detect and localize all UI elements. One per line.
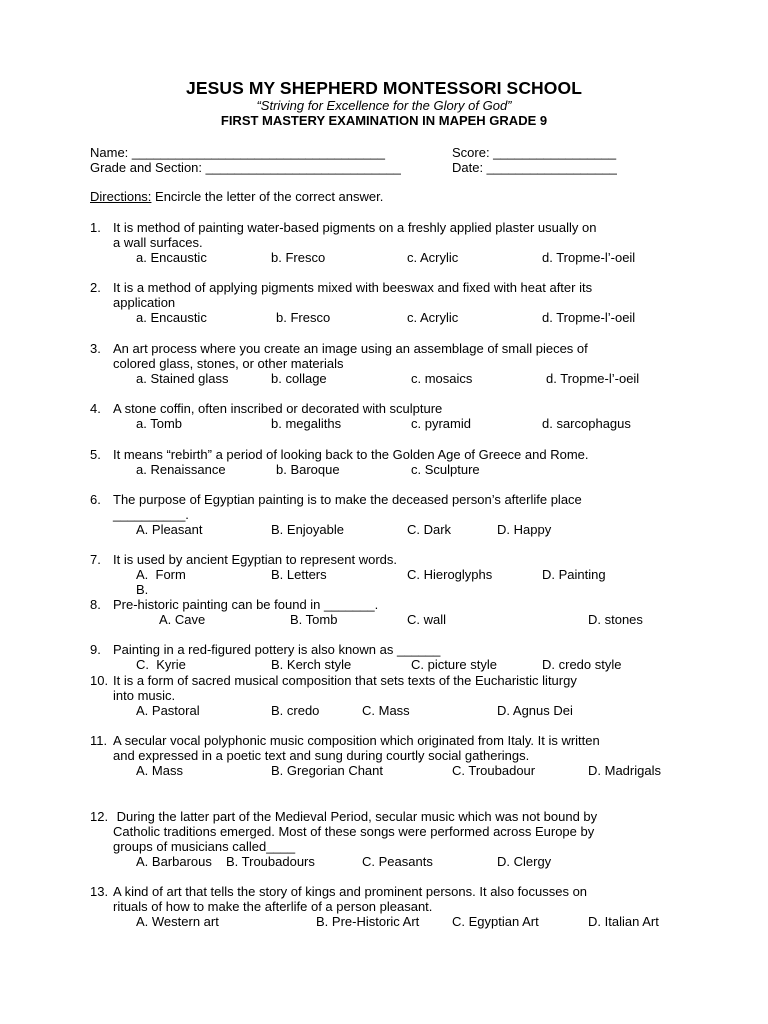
answer-choice[interactable]: C. Mass	[362, 703, 410, 718]
directions-label: Directions:	[90, 189, 152, 204]
question-text: It is a form of sacred musical composition that sets texts of the Eucharistic liturgy	[113, 673, 577, 688]
answer-choice[interactable]: c. Acrylic	[407, 310, 459, 325]
name-field: Name: ___________________________________	[90, 145, 385, 160]
answer-choice[interactable]: a. Encaustic	[136, 250, 207, 265]
question-text: and expressed in a poetic text and sung during courtly social gatherings.	[113, 748, 530, 763]
answer-choice[interactable]: b. Fresco	[271, 250, 326, 265]
answer-choice[interactable]: A. Western art	[136, 914, 219, 929]
answer-choice[interactable]: C. Hieroglyphs	[407, 567, 493, 582]
answer-choice[interactable]: a. Renaissance	[136, 462, 226, 477]
question-text: It is method of painting water-based pigments on a freshly applied plaster usually on	[113, 220, 597, 235]
answer-choice[interactable]: B. Letters	[271, 567, 327, 582]
answer-choice[interactable]: C. picture style	[411, 657, 497, 672]
answer-choice[interactable]: b. Baroque	[276, 462, 340, 477]
question-number: 2.	[90, 280, 101, 295]
answer-choice[interactable]: C. Egyptian Art	[452, 914, 539, 929]
question-number: 10.	[90, 673, 109, 688]
question-number: 1.	[90, 220, 101, 235]
question-text: colored glass, stones, or other materials	[113, 356, 344, 371]
answer-choice[interactable]: D. Happy	[497, 522, 552, 537]
answer-choice[interactable]: C. wall	[407, 612, 447, 627]
date-field: Date: __________________	[452, 160, 617, 175]
question-number: 8.	[90, 597, 101, 612]
exam-title: FIRST MASTERY EXAMINATION IN MAPEH GRADE 9	[220, 113, 548, 128]
answer-choice[interactable]: D. Madrigals	[588, 763, 661, 778]
answer-choice[interactable]: b. Fresco	[276, 310, 331, 325]
directions-text: Encircle the letter of the correct answer.	[151, 189, 384, 204]
answer-choice[interactable]: D. credo style	[542, 657, 622, 672]
answer-choice[interactable]: B. Tomb	[290, 612, 338, 627]
answer-choice[interactable]: D. Painting	[542, 567, 606, 582]
school-name: JESUS MY SHEPHERD MONTESSORI SCHOOL	[185, 78, 583, 98]
stray-choice-label: B.	[136, 582, 149, 597]
question-number: 9.	[90, 642, 101, 657]
question-text: __________.	[113, 507, 189, 522]
answer-choice[interactable]: c. pyramid	[411, 416, 471, 431]
answer-choice[interactable]: D. Clergy	[497, 854, 552, 869]
question-text: Catholic traditions emerged. Most of these songs were performed across Europe by	[113, 824, 595, 839]
answer-choice[interactable]: D. stones	[588, 612, 643, 627]
answer-choice[interactable]: A. Barbarous	[136, 854, 212, 869]
answer-choice[interactable]: B. Enjoyable	[271, 522, 344, 537]
answer-choice[interactable]: c. mosaics	[411, 371, 473, 386]
answer-choice[interactable]: b. collage	[271, 371, 327, 386]
question-text: A kind of art that tells the story of kings and prominent persons. It also focusses on	[113, 884, 588, 899]
answer-choice[interactable]: C. Peasants	[362, 854, 433, 869]
answer-choice[interactable]: B. Kerch style	[271, 657, 352, 672]
answer-choice[interactable]: B. Troubadours	[226, 854, 315, 869]
answer-choice[interactable]: b. megaliths	[271, 416, 342, 431]
answer-choice[interactable]: a. Tomb	[136, 416, 183, 431]
question-text: An art process where you create an image using an assemblage of small pieces of	[113, 341, 588, 356]
grade-section-field: Grade and Section: ___________________________	[90, 160, 401, 175]
question-text: a wall surfaces.	[113, 235, 203, 250]
answer-choice[interactable]: d. Tropme-l’-oeil	[542, 310, 636, 325]
answer-choice[interactable]: a. Encaustic	[136, 310, 207, 325]
question-number: 11.	[90, 733, 108, 748]
question-text: It is a method of applying pigments mixed with beeswax and fixed with heat after its	[113, 280, 593, 295]
question-text: Painting in a red-figured pottery is also known as ______	[113, 642, 441, 657]
answer-choice[interactable]: A. Form	[136, 567, 186, 582]
question-text: During the latter part of the Medieval Period, secular music which was not bound by	[113, 809, 598, 824]
question-text: The purpose of Egyptian painting is to make the deceased person’s afterlife place	[113, 492, 582, 507]
answer-choice[interactable]: c. Sculpture	[411, 462, 480, 477]
score-field: Score: _________________	[452, 145, 617, 160]
question-number: 12.	[90, 809, 109, 824]
answer-choice[interactable]: A. Cave	[159, 612, 206, 627]
answer-choice[interactable]: d. Tropme-l’-oeil	[542, 250, 636, 265]
answer-choice[interactable]: D. Italian Art	[588, 914, 659, 929]
answer-choice[interactable]: C. Dark	[407, 522, 452, 537]
question-text: A stone coffin, often inscribed or decorated with sculpture	[113, 401, 443, 416]
question-number: 7.	[90, 552, 101, 567]
answer-choice[interactable]: d. sarcophagus	[542, 416, 631, 431]
question-text: rituals of how to make the afterlife of a person pleasant.	[113, 899, 433, 914]
question-number: 3.	[90, 341, 101, 356]
answer-choice[interactable]: C. Kyrie	[136, 657, 186, 672]
question-text: It means “rebirth” a period of looking back to the Golden Age of Greece and Rome.	[113, 447, 589, 462]
answer-choice[interactable]: A. Mass	[136, 763, 183, 778]
answer-choice[interactable]: A. Pleasant	[136, 522, 203, 537]
question-text: application	[113, 295, 176, 310]
answer-choice[interactable]: B. credo	[271, 703, 320, 718]
answer-choice[interactable]: a. Stained glass	[136, 371, 229, 386]
answer-choice[interactable]: d. Tropme-l’-oeil	[546, 371, 640, 386]
question-text: groups of musicians called____	[113, 839, 296, 854]
answer-choice[interactable]: B. Gregorian Chant	[271, 763, 384, 778]
answer-choice[interactable]: D. Agnus Dei	[497, 703, 573, 718]
question-number: 6.	[90, 492, 101, 507]
answer-choice[interactable]: c. Acrylic	[407, 250, 459, 265]
question-number: 13.	[90, 884, 109, 899]
directions	[90, 189, 383, 204]
question-number: 5.	[90, 447, 101, 462]
question-text: A secular vocal polyphonic music composition which originated from Italy. It is written	[113, 733, 600, 748]
question-text: into music.	[113, 688, 176, 703]
question-number: 4.	[90, 401, 101, 416]
question-text: Pre-historic painting can be found in _______.	[113, 597, 379, 612]
answer-choice[interactable]: C. Troubadour	[452, 763, 536, 778]
school-motto: “Striving for Excellence for the Glory of God”	[256, 98, 512, 113]
answer-choice[interactable]: A. Pastoral	[136, 703, 200, 718]
answer-choice[interactable]: B. Pre-Historic Art	[316, 914, 420, 929]
question-text: It is used by ancient Egyptian to represent words.	[113, 552, 397, 567]
